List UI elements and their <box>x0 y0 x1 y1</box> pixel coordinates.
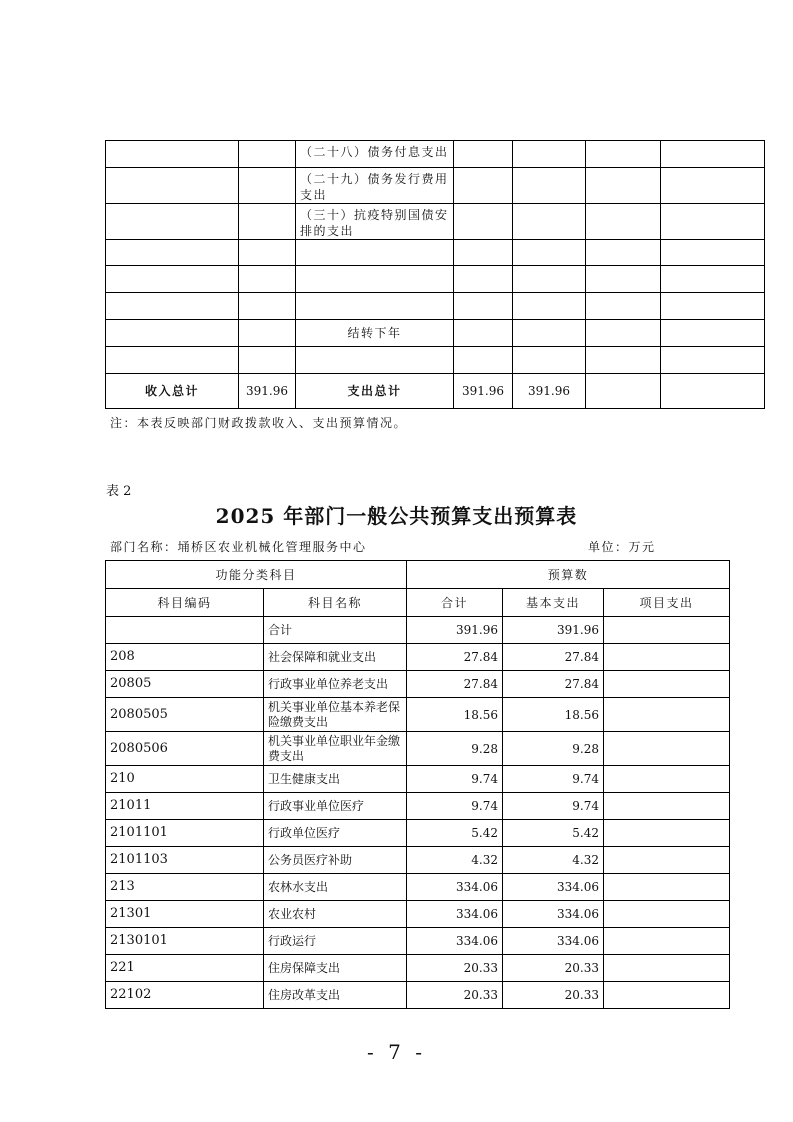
table-row <box>106 168 765 204</box>
project-value <box>604 617 730 644</box>
expense-item: （二十八）债务付息支出 <box>296 141 454 168</box>
total-value: 4.32 <box>407 847 503 874</box>
total-row <box>106 374 765 409</box>
project-value <box>604 847 730 874</box>
total-value: 334.06 <box>407 928 503 955</box>
table-row <box>106 820 730 847</box>
table-row <box>106 874 730 901</box>
subject-name: 公务员医疗补助 <box>264 847 407 874</box>
header-row <box>106 561 730 589</box>
subject-name: 住房改革支出 <box>264 982 407 1009</box>
header-group-function: 功能分类科目 <box>106 561 407 589</box>
table-row <box>106 901 730 928</box>
table-row <box>106 644 730 671</box>
project-value <box>604 732 730 766</box>
total-value: 9.28 <box>407 732 503 766</box>
table-row <box>106 982 730 1009</box>
project-value <box>604 982 730 1009</box>
table-row <box>106 347 765 374</box>
expense-item: 结转下年 <box>296 320 454 347</box>
table-row <box>106 928 730 955</box>
expense-item <box>296 293 454 320</box>
total-value: 18.56 <box>407 698 503 732</box>
table-row <box>106 671 730 698</box>
subject-code: 213 <box>106 874 264 901</box>
expense-basic-value: 391.96 <box>513 374 586 409</box>
subject-name: 行政事业单位医疗 <box>264 793 407 820</box>
table-row <box>106 955 730 982</box>
subject-name: 农业农村 <box>264 901 407 928</box>
page-number: - 7 - <box>367 1040 426 1064</box>
basic-value: 334.06 <box>503 928 604 955</box>
subject-name: 机关事业单位基本养老保险缴费支出 <box>264 698 407 732</box>
expense-total-label: 支出总计 <box>296 374 454 409</box>
subject-code: 221 <box>106 955 264 982</box>
project-value <box>604 955 730 982</box>
subject-name: 行政单位医疗 <box>264 820 407 847</box>
project-value <box>604 928 730 955</box>
total-value: 27.84 <box>407 644 503 671</box>
subject-name: 合计 <box>264 617 407 644</box>
unit-label: 单位：万元 <box>588 540 656 554</box>
total-value: 20.33 <box>407 982 503 1009</box>
subject-name: 农林水支出 <box>264 874 407 901</box>
basic-value: 18.56 <box>503 698 604 732</box>
department-name: 部门名称：埇桥区农业机械化管理服务中心 <box>110 540 367 554</box>
subject-code: 21011 <box>106 793 264 820</box>
subject-code: 2101103 <box>106 847 264 874</box>
header-group-budget: 预算数 <box>407 561 730 589</box>
budget-expenditure-table <box>105 560 730 1009</box>
basic-value: 5.42 <box>503 820 604 847</box>
expense-item <box>296 266 454 293</box>
table-row <box>106 320 765 347</box>
basic-value: 20.33 <box>503 982 604 1009</box>
table-row <box>106 732 730 766</box>
subject-code: 2080506 <box>106 732 264 766</box>
expense-item: （二十九）债务发行费用支出 <box>296 168 454 204</box>
income-total-value: 391.96 <box>239 374 296 409</box>
project-value <box>604 766 730 793</box>
project-value <box>604 874 730 901</box>
subject-name: 住房保障支出 <box>264 955 407 982</box>
basic-value: 9.28 <box>503 732 604 766</box>
expense-item: （三十）抗疫特别国债安排的支出 <box>296 204 454 240</box>
table-row <box>106 766 730 793</box>
table-note: 注：本表反映部门财政拨款收入、支出预算情况。 <box>110 416 408 430</box>
subject-name: 社会保障和就业支出 <box>264 644 407 671</box>
subject-code: 2080505 <box>106 698 264 732</box>
table-row <box>106 698 730 732</box>
table-row <box>106 617 730 644</box>
subject-name: 行政事业单位养老支出 <box>264 671 407 698</box>
subject-code <box>106 617 264 644</box>
subject-name: 卫生健康支出 <box>264 766 407 793</box>
basic-value: 27.84 <box>503 644 604 671</box>
project-value <box>604 671 730 698</box>
header-basic: 基本支出 <box>503 589 604 617</box>
project-value <box>604 820 730 847</box>
table-row <box>106 847 730 874</box>
table-row <box>106 293 765 320</box>
subject-code: 208 <box>106 644 264 671</box>
subject-code: 2101101 <box>106 820 264 847</box>
subject-name: 机关事业单位职业年金缴费支出 <box>264 732 407 766</box>
project-value <box>604 644 730 671</box>
subject-code: 210 <box>106 766 264 793</box>
total-value: 9.74 <box>407 793 503 820</box>
header-code: 科目编码 <box>106 589 264 617</box>
subject-name: 行政运行 <box>264 928 407 955</box>
expense-item <box>296 240 454 266</box>
project-value <box>604 698 730 732</box>
basic-value: 4.32 <box>503 847 604 874</box>
table-row <box>106 204 765 240</box>
basic-value: 27.84 <box>503 671 604 698</box>
total-value: 334.06 <box>407 901 503 928</box>
header-name: 科目名称 <box>264 589 407 617</box>
project-value <box>604 901 730 928</box>
table-row <box>106 793 730 820</box>
header-row <box>106 589 730 617</box>
project-value <box>604 793 730 820</box>
subject-code: 2130101 <box>106 928 264 955</box>
subject-code: 21301 <box>106 901 264 928</box>
table-label: 表 2 <box>106 484 132 499</box>
income-total-label: 收入总计 <box>106 374 239 409</box>
basic-value: 20.33 <box>503 955 604 982</box>
header-project: 项目支出 <box>604 589 730 617</box>
subject-code: 20805 <box>106 671 264 698</box>
page-title: 2025 年部门一般公共预算支出预算表 <box>215 504 578 528</box>
total-value: 27.84 <box>407 671 503 698</box>
table-row <box>106 141 765 168</box>
expense-item <box>296 347 454 374</box>
total-value: 20.33 <box>407 955 503 982</box>
total-value: 5.42 <box>407 820 503 847</box>
income-expense-table-continued <box>105 140 765 409</box>
subject-code: 22102 <box>106 982 264 1009</box>
total-value: 334.06 <box>407 874 503 901</box>
table-row <box>106 240 765 266</box>
header-total: 合计 <box>407 589 503 617</box>
total-value: 391.96 <box>407 617 503 644</box>
total-value: 9.74 <box>407 766 503 793</box>
basic-value: 334.06 <box>503 901 604 928</box>
basic-value: 9.74 <box>503 793 604 820</box>
basic-value: 334.06 <box>503 874 604 901</box>
basic-value: 391.96 <box>503 617 604 644</box>
expense-total-value: 391.96 <box>454 374 513 409</box>
basic-value: 9.74 <box>503 766 604 793</box>
table-row <box>106 266 765 293</box>
